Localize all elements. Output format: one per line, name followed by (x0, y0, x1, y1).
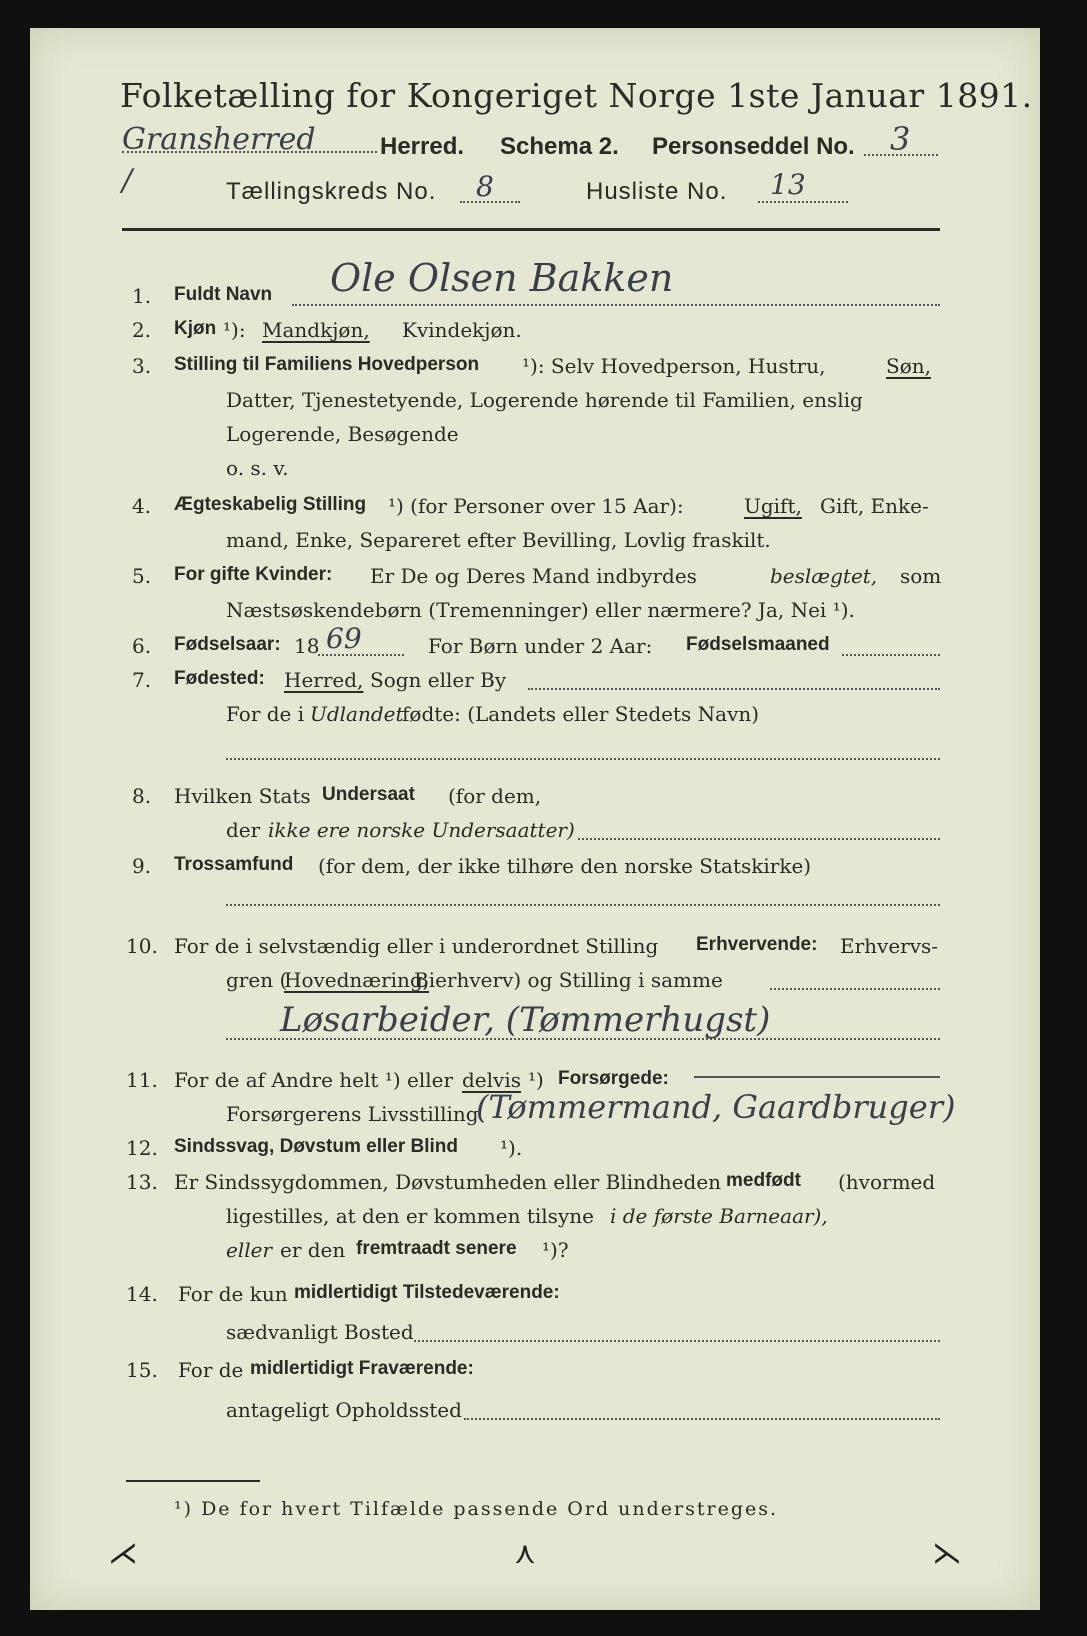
row9-label: Trossamfund (174, 854, 294, 875)
row11-line2: Forsørgerens Livsstilling (226, 1102, 479, 1126)
row5-label: For gifte Kvinder: (174, 564, 333, 585)
row1-dotted-line (292, 304, 940, 306)
row11-number: 11. (126, 1068, 158, 1092)
personseddel-number: 3 (890, 120, 911, 158)
registration-mark-center: ⋏ (514, 1536, 536, 1571)
row2-label: Kjøn (174, 318, 217, 339)
row3-label: Stilling til Familiens Hovedperson (174, 354, 480, 375)
row5-italic: beslægtet, (770, 564, 878, 588)
row14-number: 14. (126, 1282, 158, 1306)
row4-text: ¹) (for Personer over 15 Aar): (388, 494, 684, 518)
row6-text: For Børn under 2 Aar: (428, 634, 653, 658)
row5-text2: som (900, 564, 942, 588)
herred-handwritten: Gransherred (122, 122, 316, 157)
row3-line2: Datter, Tjenestetyende, Logerende hørende til Familien, enslig (226, 388, 863, 412)
row11-delvis-underlined: delvis (462, 1068, 521, 1092)
supporter-occupation-value: (Tømmermand, Gaardbruger) (476, 1088, 956, 1126)
main-occupation-underlined: Hovednæring, (284, 968, 430, 992)
row11-sup: ¹) (528, 1068, 544, 1092)
position-son-underlined: Søn, (886, 354, 931, 378)
registration-mark-left: ⋌ (108, 1536, 138, 1571)
husliste-number: 13 (770, 168, 806, 201)
row1-label: Fuldt Navn (174, 284, 273, 305)
row4-label: Ægteskabelig Stilling (174, 494, 367, 515)
row1-number: 1. (132, 284, 152, 308)
row2-number: 2. (132, 318, 152, 342)
row14-label: midlertidigt Tilstedeværende: (294, 1282, 560, 1303)
kreds-label: Tællingskreds No. (226, 178, 437, 205)
row14-text: For de kun (178, 1282, 288, 1306)
census-form-sheet (30, 28, 1040, 1610)
row10-line2b: Bierhverv) og Stilling i samme (414, 968, 723, 992)
row7-text: Sogn eller By (370, 668, 507, 692)
row10-rest: Erhvervs- (840, 934, 939, 958)
row13-line3-italic: eller (226, 1238, 273, 1262)
row7-line2-italic: Udlandet (310, 702, 404, 726)
header-margin-mark: / (122, 163, 133, 198)
row8-dotted-line (578, 838, 940, 840)
row13-line3b: ¹)? (542, 1238, 569, 1262)
row7-extra-dotted-line (226, 758, 940, 760)
herred-label: Herred. (380, 133, 465, 160)
row5-line2: Næstsøskendebørn (Tremenninger) eller nærmere? Ja, Nei ¹). (226, 598, 855, 622)
birthplace-herred-underlined: Herred, (284, 668, 364, 692)
row9-number: 9. (132, 854, 152, 878)
kreds-number: 8 (476, 170, 494, 203)
row15-number: 15. (126, 1358, 158, 1382)
row8-rest: (for dem, (448, 784, 542, 808)
row4-number: 4. (132, 494, 152, 518)
row8-text: Hvilken Stats (174, 784, 311, 808)
row13-rest: (hvormed (838, 1170, 936, 1194)
occupation-value: Løsarbeider, (Tømmerhugst) (280, 1000, 771, 1040)
row8-line2a: der (226, 818, 261, 842)
row11-label: Forsørgede: (558, 1068, 669, 1089)
birth-year-prefix: 18 (294, 634, 320, 658)
row13-label3: fremtraadt senere (356, 1238, 517, 1259)
row5-number: 5. (132, 564, 152, 588)
row3-options: ¹): Selv Hovedperson, Hustru, (522, 354, 826, 378)
row6-dotted-line (842, 654, 940, 656)
row14-line2: sædvanligt Bosted (226, 1320, 414, 1344)
schema-label: Schema 2. (500, 133, 619, 160)
row7-label: Fødested: (174, 668, 265, 689)
row13-label: medfødt (726, 1170, 801, 1191)
row6-number: 6. (132, 634, 152, 658)
row3-line3: Logerende, Besøgende (226, 422, 459, 446)
row12-number: 12. (126, 1136, 158, 1160)
row4-text2: Gift, Enke- (820, 494, 929, 518)
row13-line2-italic: i de første Barneaar), (610, 1204, 828, 1228)
row13-text: Er Sindssygdommen, Døvstumheden eller Blindheden (174, 1170, 722, 1194)
row9-rest: (for dem, der ikke tilhøre den norske Statskirke) (318, 854, 812, 878)
form-title: Folketælling for Kongeriget Norge 1ste Januar 1891. (120, 76, 1033, 115)
row13-line3a: er den (280, 1238, 346, 1262)
footnote: ¹) De for hvert Tilfælde passende Ord understreges. (174, 1498, 779, 1520)
registration-mark-right: ⋋ (932, 1536, 962, 1571)
row10-text: For de i selvstændig eller i underordnet Stilling (174, 934, 659, 958)
row7-dotted-line (528, 688, 940, 690)
row10-label: Erhvervende: (696, 934, 818, 955)
birth-year-value: 69 (326, 622, 362, 655)
sex-male-underlined: Mandkjøn, (262, 318, 370, 342)
row15-line2: antageligt Opholdssted (226, 1398, 462, 1422)
row6-label: Fødselsaar: (174, 634, 281, 655)
row13-number: 13. (126, 1170, 158, 1194)
husliste-dotted-line (758, 201, 848, 203)
row10-line2a: gren ( (226, 968, 288, 992)
row11-text: For de af Andre helt ¹) eller (174, 1068, 454, 1092)
row2-sup: ¹): (223, 318, 246, 342)
row10-dotted-line (770, 988, 940, 990)
row13-line2a: ligestilles, at den er kommen tilsyne (226, 1204, 594, 1228)
row4-line2: mand, Enke, Separeret efter Bevilling, Lovlig fraskilt. (226, 528, 771, 552)
husliste-label: Husliste No. (586, 178, 728, 205)
row7-number: 7. (132, 668, 152, 692)
full-name-value: Ole Olsen Bakken (330, 256, 674, 300)
row9-dotted-line (226, 904, 940, 906)
row8-line2-italic: ikke ere norske Undersaatter) (268, 818, 575, 842)
row12-label: Sindssvag, Døvstum eller Blind (174, 1136, 459, 1157)
row8-label: Undersaat (322, 784, 415, 805)
row3-line4: o. s. v. (226, 456, 289, 480)
header-rule (122, 228, 940, 231)
sex-female: Kvindekjøn. (402, 318, 522, 342)
row12-rest: ¹). (500, 1136, 523, 1160)
row10-number: 10. (126, 934, 158, 958)
row14-dotted-line (414, 1340, 940, 1342)
row15-label: midlertidigt Fraværende: (250, 1358, 474, 1379)
row7-line2a: For de i (226, 702, 305, 726)
row3-number: 3. (132, 354, 152, 378)
row6-label2: Fødselsmaaned (686, 634, 830, 655)
row7-line2b: fødte: (Landets eller Stedets Navn) (402, 702, 760, 726)
row15-dotted-line (464, 1418, 940, 1420)
row5-text: Er De og Deres Mand indbyrdes (370, 564, 697, 588)
personseddel-label: Personseddel No. (652, 133, 855, 160)
row15-text: For de (178, 1358, 244, 1382)
marital-unmarried-underlined: Ugift, (744, 494, 802, 518)
row8-number: 8. (132, 784, 152, 808)
footnote-rule (126, 1480, 260, 1482)
row11-line (694, 1076, 940, 1078)
